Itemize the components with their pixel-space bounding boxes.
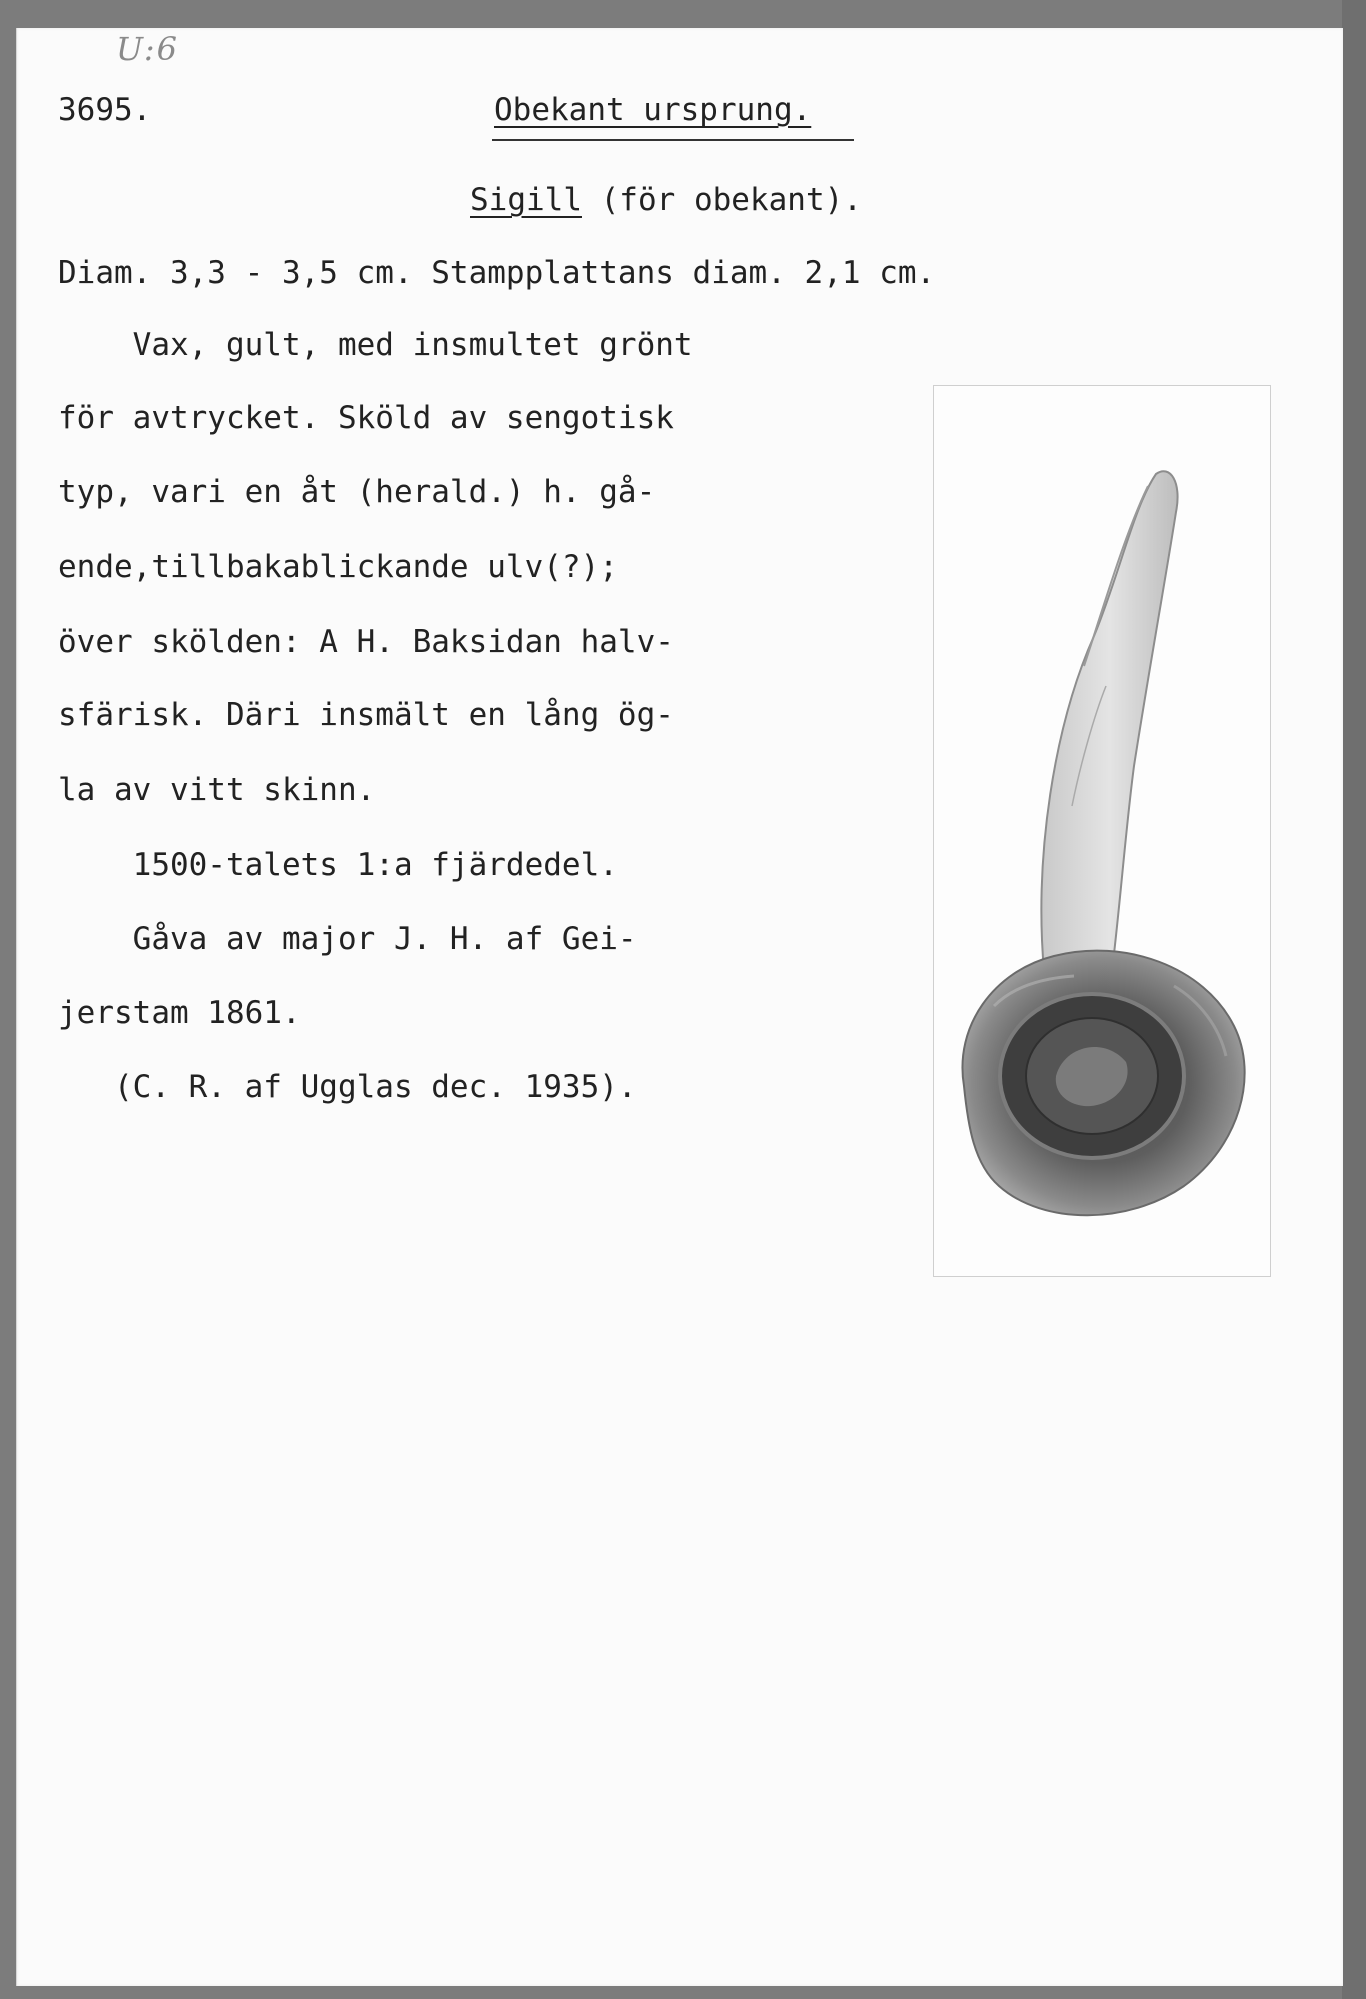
- seal-photo: [933, 385, 1271, 1277]
- subject-underlined: Sigill: [470, 182, 582, 218]
- description-line: Gåva av major J. H. af Gei-: [58, 921, 637, 957]
- origin-title: Obekant ursprung.: [494, 92, 812, 128]
- wax-seal-photo-icon: [934, 386, 1270, 1276]
- card-number: 3695.: [58, 92, 152, 128]
- description-line: typ, vari en åt (herald.) h. gå-: [58, 474, 656, 510]
- handwritten-note: U:6: [116, 30, 179, 68]
- scan-edge-strip: [1342, 0, 1366, 1999]
- description-line: för avtrycket. Sköld av sengotisk: [58, 400, 674, 436]
- subject-line: [470, 182, 862, 218]
- title-rule: [492, 139, 854, 141]
- description-line: ende,tillbakablickande ulv(?);: [58, 549, 618, 585]
- description-line: Vax, gult, med insmultet grönt: [58, 327, 693, 363]
- description-line: sfärisk. Däri insmält en lång ög-: [58, 697, 674, 733]
- dimensions-line: Diam. 3,3 - 3,5 cm. Stampplattans diam. 2,1 cm.: [58, 255, 936, 291]
- description-line: 1500-talets 1:a fjärdedel.: [58, 847, 618, 883]
- description-line: la av vitt skinn.: [58, 772, 376, 808]
- subject-rest: (för obekant).: [581, 182, 862, 218]
- description-line: jerstam 1861.: [58, 995, 301, 1031]
- description-line: (C. R. af Ugglas dec. 1935).: [58, 1069, 637, 1105]
- description-line: över skölden: A H. Baksidan halv-: [58, 624, 674, 660]
